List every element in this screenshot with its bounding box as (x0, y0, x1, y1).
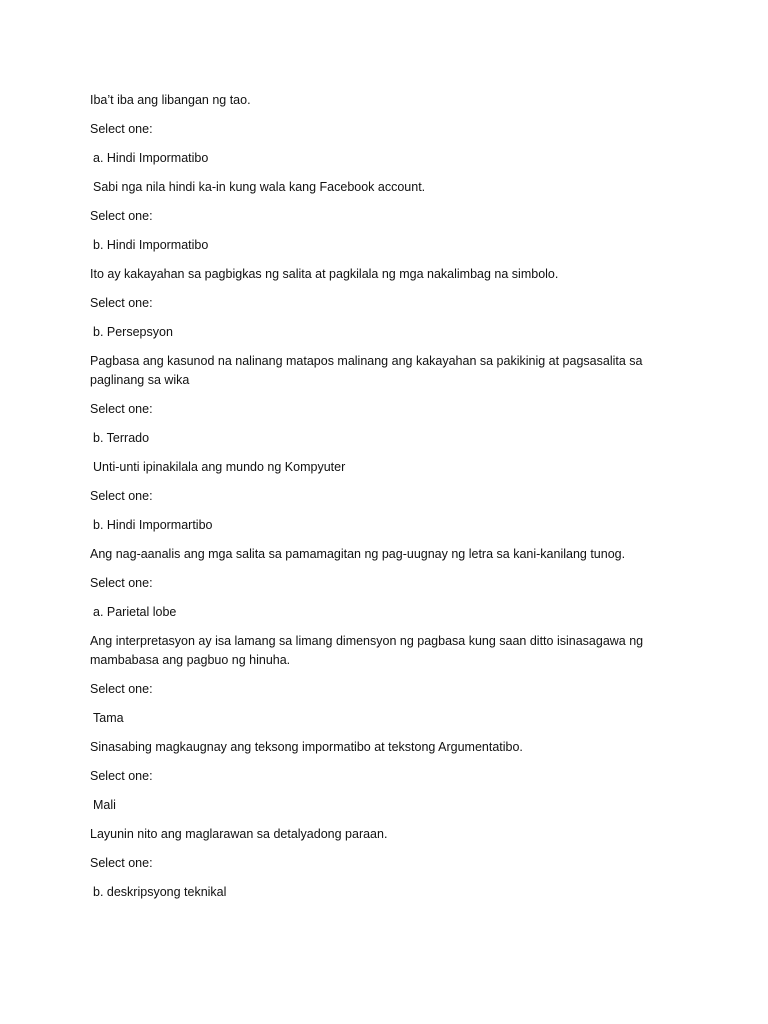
answer-text: b. Persepsyon (93, 325, 173, 339)
answer-text: Tama (93, 711, 124, 725)
quiz-item (90, 545, 650, 622)
question-text: Layunin nito ang maglarawan sa detalyadong paraan. (90, 827, 388, 841)
question-text: Sabi nga nila hindi ka-in kung wala kang Facebook account. (93, 180, 426, 194)
select-one-label: Select one: (90, 296, 153, 310)
quiz-item (90, 825, 650, 902)
question-text: Iba’t iba ang libangan ng tao. (90, 93, 251, 107)
answer-text: a. Parietal lobe (93, 605, 177, 619)
select-one-label: Select one: (90, 122, 153, 136)
quiz-item (90, 632, 650, 728)
quiz-item (90, 458, 650, 535)
answer-text: b. Hindi Impormatibo (93, 238, 209, 252)
answer-text: b. Terrado (93, 431, 150, 445)
select-one-label: Select one: (90, 576, 153, 590)
question-text: Pagbasa ang kasunod na nalinang matapos malinang ang kakayahan sa pakikinig at pagsasalita sa paglinang sa wika (90, 354, 646, 387)
quiz-item (90, 738, 650, 815)
answer-text: Mali (93, 798, 116, 812)
quiz-item (90, 178, 650, 255)
answer-text: b. deskripsyong teknikal (93, 885, 227, 899)
quiz-content (90, 91, 650, 912)
quiz-item (90, 265, 650, 342)
select-one-label: Select one: (90, 402, 153, 416)
select-one-label: Select one: (90, 856, 153, 870)
select-one-label: Select one: (90, 489, 153, 503)
answer-text: a. Hindi Impormatibo (93, 151, 209, 165)
question-text: Ito ay kakayahan sa pagbigkas ng salita at pagkilala ng mga nakalimbag na simbolo. (90, 267, 559, 281)
question-text: Ang interpretasyon ay isa lamang sa limang dimensyon ng pagbasa kung saan ditto isinasagawa ng mambabasa ang pagbuo ng hinuha. (90, 634, 647, 667)
question-text: Ang nag-aanalis ang mga salita sa pamamagitan ng pag-uugnay ng letra sa kani-kanilang tunog. (90, 547, 626, 561)
select-one-label: Select one: (90, 682, 153, 696)
question-text: Unti-unti ipinakilala ang mundo ng Kompyuter (93, 460, 346, 474)
quiz-item (90, 91, 650, 168)
question-text: Sinasabing magkaugnay ang teksong impormatibo at tekstong Argumentatibo. (90, 740, 523, 754)
answer-text: b. Hindi Impormartibo (93, 518, 213, 532)
quiz-item (90, 352, 650, 448)
select-one-label: Select one: (90, 769, 153, 783)
select-one-label: Select one: (90, 209, 153, 223)
